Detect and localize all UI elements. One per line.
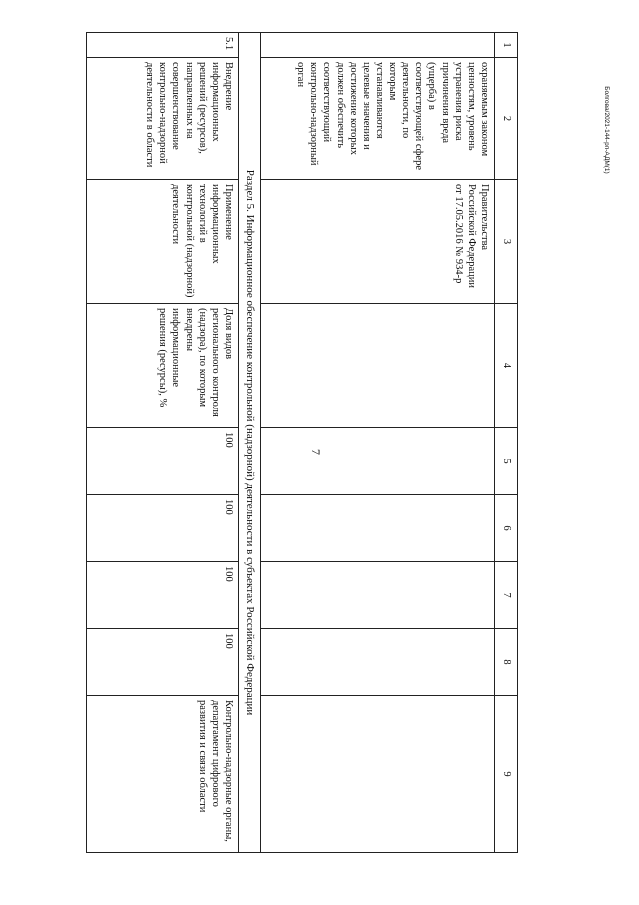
cell-responsible <box>261 696 495 853</box>
table-row <box>87 33 239 853</box>
table-container <box>86 32 518 852</box>
header-col-7: 7 <box>495 562 518 629</box>
cell-value-7 <box>261 562 495 629</box>
cell-value-5 <box>261 428 495 495</box>
cell-value-6 <box>261 495 495 562</box>
cell-measure: Внедрение информационных решений (ресурсов), направленных на совершенствование контрольно-надзорной деятельности в области <box>87 58 239 180</box>
header-col-8: 8 <box>495 629 518 696</box>
section-row <box>239 33 261 853</box>
header-col-3: 3 <box>495 180 518 304</box>
cell-measure: охраняемым законом ценностям, уровень устранения риска причинения вреда (ущерба) в соответствующей сфере деятельности, по которым устанавливаются целевые значения и достижение которых должен обеспечить соответствующий контрольно-надзорный орган <box>261 58 495 180</box>
cell-indicator: Доля видов регионального контроля (надзора), по которым внедрены информационные решения (ресурсы), % <box>87 304 239 428</box>
header-col-2: 2 <box>495 58 518 180</box>
section-title: Раздел 5. Информационное обеспечение контрольной (надзорной) деятельности в субъектах Российской Федерации <box>239 33 261 853</box>
cell-basis: Применение информационных технологий в контрольной (надзорной) деятельности <box>87 180 239 304</box>
table-header-row <box>495 33 518 853</box>
header-col-1: 1 <box>495 33 518 58</box>
rotated-table-area <box>86 32 518 852</box>
header-col-9: 9 <box>495 696 518 853</box>
cell-basis: Правительства Российской Федерации от 17.05.2016 № 934-р <box>261 180 495 304</box>
cell-number: 5.1 <box>87 33 239 58</box>
page-number: 7 <box>309 449 323 455</box>
header-col-5: 5 <box>495 428 518 495</box>
document-table <box>86 32 518 853</box>
cell-value-7: 100 <box>87 562 239 629</box>
cell-value-5: 100 <box>87 428 239 495</box>
document-code: Болгова/2021-144-рп-АДМ(1) <box>603 86 610 174</box>
cell-value-8: 100 <box>87 629 239 696</box>
cell-value-8 <box>261 629 495 696</box>
cell-value-6: 100 <box>87 495 239 562</box>
cell-responsible: Контрольно-надзорные органы, департамент цифрового развития и связи области <box>87 696 239 853</box>
cell-number <box>261 33 495 58</box>
header-col-4: 4 <box>495 304 518 428</box>
table-row <box>261 33 495 853</box>
header-col-6: 6 <box>495 495 518 562</box>
cell-indicator <box>261 304 495 428</box>
